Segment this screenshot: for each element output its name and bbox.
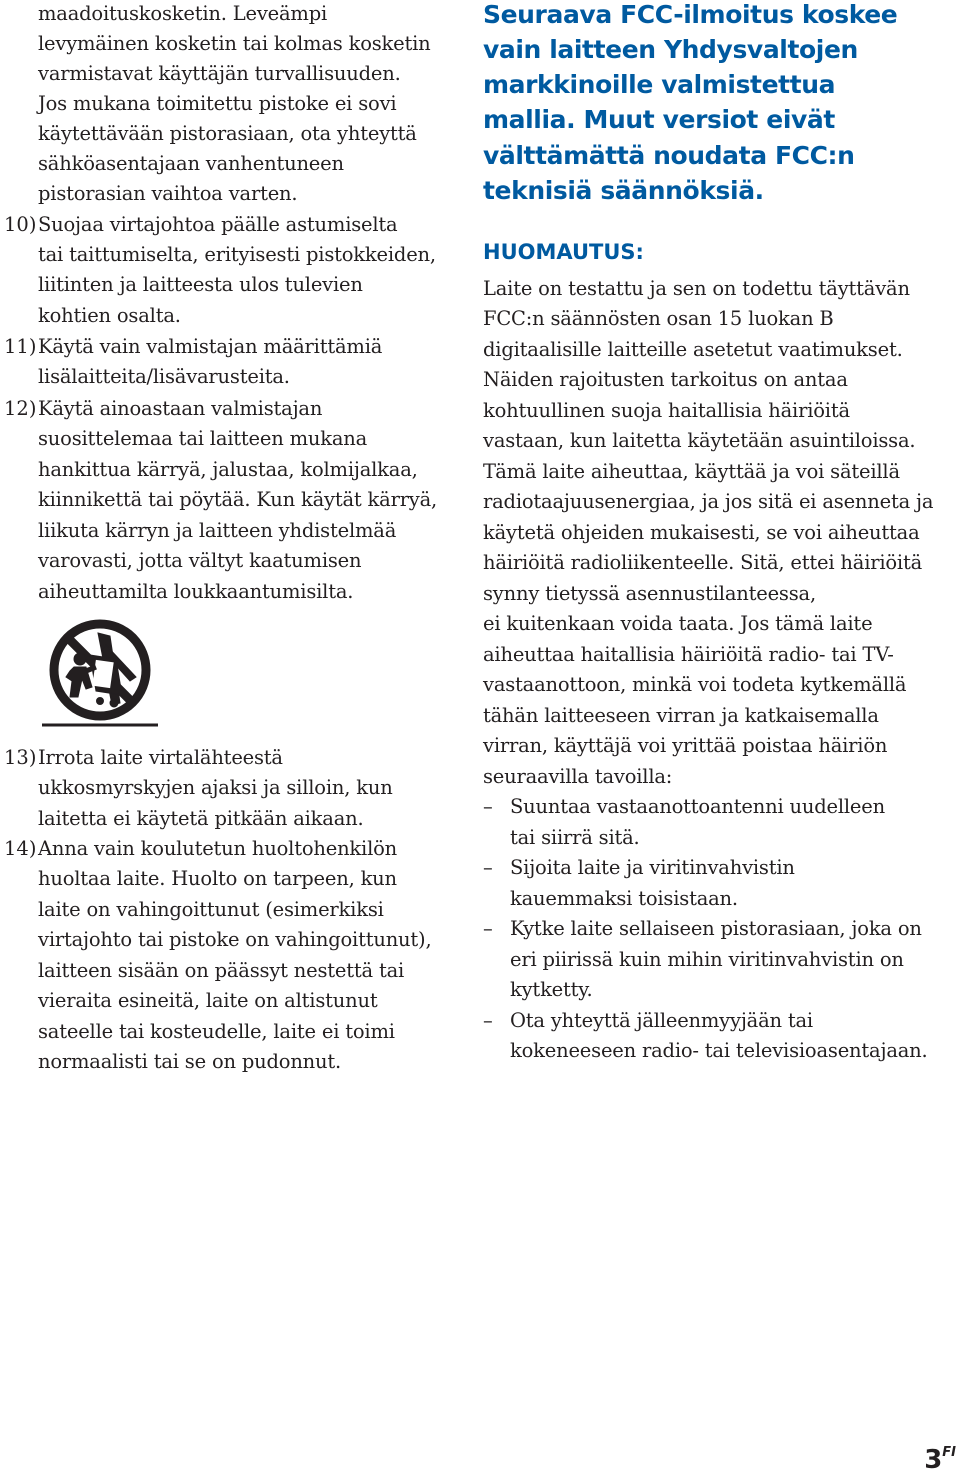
text-line: Laite on testattu ja sen on todettu täyttävän <box>483 277 910 300</box>
text-line: huoltaa laite. Huolto on tarpeen, kun <box>38 867 397 890</box>
fcc-heading-line: mallia. Muut versiot eivät <box>483 105 835 134</box>
text-line: kohtien osalta. <box>38 304 181 327</box>
text-line: FCC:n säännösten osan 15 luokan B <box>483 307 834 330</box>
text-line: sähköasentajaan vanhentuneen <box>38 152 344 175</box>
text-line: aiheuttamilta loukkaantumisilta. <box>38 580 354 603</box>
text-line: tähän laitteeseen virran ja katkaisemalla <box>483 704 879 727</box>
text-line: levymäinen kosketin tai kolmas kosketin <box>38 32 431 55</box>
text-line: tai siirrä sitä. <box>510 826 640 849</box>
text-line: virtajohto tai pistoke on vahingoittunut), <box>38 928 432 951</box>
text-line: liitinten ja laitteesta ulos tulevien <box>38 273 363 296</box>
text-line: lisälaitteita/lisävarusteita. <box>38 365 290 388</box>
list-item-number: 12) <box>4 397 37 420</box>
text-line: eri piirissä kuin mihin viritinvahvistin on <box>510 948 904 971</box>
text-line: vastaanottoon, minkä voi todeta kytkemällä <box>483 673 907 696</box>
text-line: maadoituskosketin. Leveämpi <box>38 2 328 25</box>
text-line: laite on vahingoittunut (esimerkiksi <box>38 898 384 921</box>
text-line: käytetä ohjeiden mukaisesti, se voi aiheuttaa <box>483 521 920 544</box>
text-line: varmistavat käyttäjän turvallisuuden. <box>38 62 401 85</box>
text-line: tai taittumiselta, erityisesti pistokkeiden, <box>38 243 436 266</box>
text-line: Suuntaa vastaanottoantenni uudelleen <box>510 795 885 818</box>
text-line: Jos mukana toimitettu pistoke ei sovi <box>38 92 397 115</box>
text-line: Käytä ainoastaan valmistajan <box>38 397 323 420</box>
text-line: virran, käyttäjä voi yrittää poistaa häiriön <box>483 734 888 757</box>
text-line: Irrota laite virtalähteestä <box>38 746 283 769</box>
fcc-heading-line: teknisiä säännöksiä. <box>483 176 764 205</box>
notice-subheading: HUOMAUTUS: <box>483 240 644 264</box>
text-line: synny tietyssä asennustilanteessa, <box>483 582 816 605</box>
text-line: kokeneeseen radio- tai televisioasentajaan. <box>510 1039 928 1062</box>
text-line: vieraita esineitä, laite on altistunut <box>38 989 378 1012</box>
fcc-heading-line: markkinoille valmistettua <box>483 70 836 99</box>
page-number <box>924 1438 956 1475</box>
text-line: radiotaajuusenergiaa, ja jos sitä ei asenneta ja <box>483 490 934 513</box>
text-line: suosittelemaa tai laitteen mukana <box>38 427 368 450</box>
text-line: Käytä vain valmistajan määrittämiä <box>38 335 383 358</box>
list-item-number: 13) <box>4 746 37 769</box>
text-line: Anna vain koulutetun huoltohenkilön <box>38 837 398 860</box>
text-line: Näiden rajoitusten tarkoitus on antaa <box>483 368 848 391</box>
text-line: kytketty. <box>510 978 593 1001</box>
text-line: Kytke laite sellaiseen pistorasiaan, joka on <box>510 917 922 940</box>
fcc-heading-line: välttämättä noudata FCC:n <box>483 141 855 170</box>
fcc-heading-line: Seuraava FCC-ilmoitus koskee <box>483 0 898 29</box>
text-line: aiheuttaa haitallisia häiriöitä radio- tai TV- <box>483 643 894 666</box>
text-line: normaalisti tai se on pudonnut. <box>38 1050 342 1073</box>
text-line: varovasti, jotta vältyt kaatumisen <box>38 549 362 572</box>
text-line: käytettävään pistorasiaan, ota yhteyttä <box>38 122 417 145</box>
list-item-number: 11) <box>4 335 37 358</box>
text-line: laitetta ei käytetä pitkään aikaan. <box>38 807 364 830</box>
page-number-value: 3 <box>924 1445 943 1475</box>
text-line: Sijoita laite ja viritinvahvistin <box>510 856 795 879</box>
text-line: ukkosmyrskyjen ajaksi ja silloin, kun <box>38 776 393 799</box>
text-line: Suojaa virtajohtoa päälle astumiselta <box>38 213 398 236</box>
bullet-dash: – <box>483 856 493 879</box>
text-line: seuraavilla tavoilla: <box>483 765 673 788</box>
text-line: kauemmaksi toisistaan. <box>510 887 738 910</box>
text-line: häiriöitä radioliikenteelle. Sitä, ettei häiriöitä <box>483 551 923 574</box>
text-line: liikuta kärryn ja laitteen yhdistelmää <box>38 519 397 542</box>
text-line: hankittua kärryä, jalustaa, kolmijalkaa, <box>38 458 418 481</box>
list-item-number: 14) <box>4 837 37 860</box>
text-line: ei kuitenkaan voida taata. Jos tämä laite <box>483 612 873 635</box>
list-item-number: 10) <box>4 213 37 236</box>
bullet-dash: – <box>483 917 493 940</box>
bullet-dash: – <box>483 1009 493 1032</box>
cart-tip-over-warning-icon <box>40 617 160 729</box>
text-line: vastaan, kun laitetta käytetään asuintiloissa. <box>483 429 916 452</box>
text-line: digitaalisille laitteille asetetut vaatimukset. <box>483 338 903 361</box>
text-line: pistorasian vaihtoa varten. <box>38 182 298 205</box>
text-line: kiinnikettä tai pöytää. Kun käytät kärryä, <box>38 488 438 511</box>
page-language-code: FI <box>942 1445 956 1460</box>
fcc-heading-line: vain laitteen Yhdysvaltojen <box>483 35 858 64</box>
text-line: kohtuullinen suoja haitallisia häiriöitä <box>483 399 850 422</box>
text-line: Tämä laite aiheuttaa, käyttää ja voi säteillä <box>483 460 900 483</box>
text-line: Ota yhteyttä jälleenmyyjään tai <box>510 1009 813 1032</box>
text-line: sateelle tai kosteudelle, laite ei toimi <box>38 1020 395 1043</box>
text-line: laitteen sisään on päässyt nestettä tai <box>38 959 405 982</box>
bullet-dash: – <box>483 795 493 818</box>
